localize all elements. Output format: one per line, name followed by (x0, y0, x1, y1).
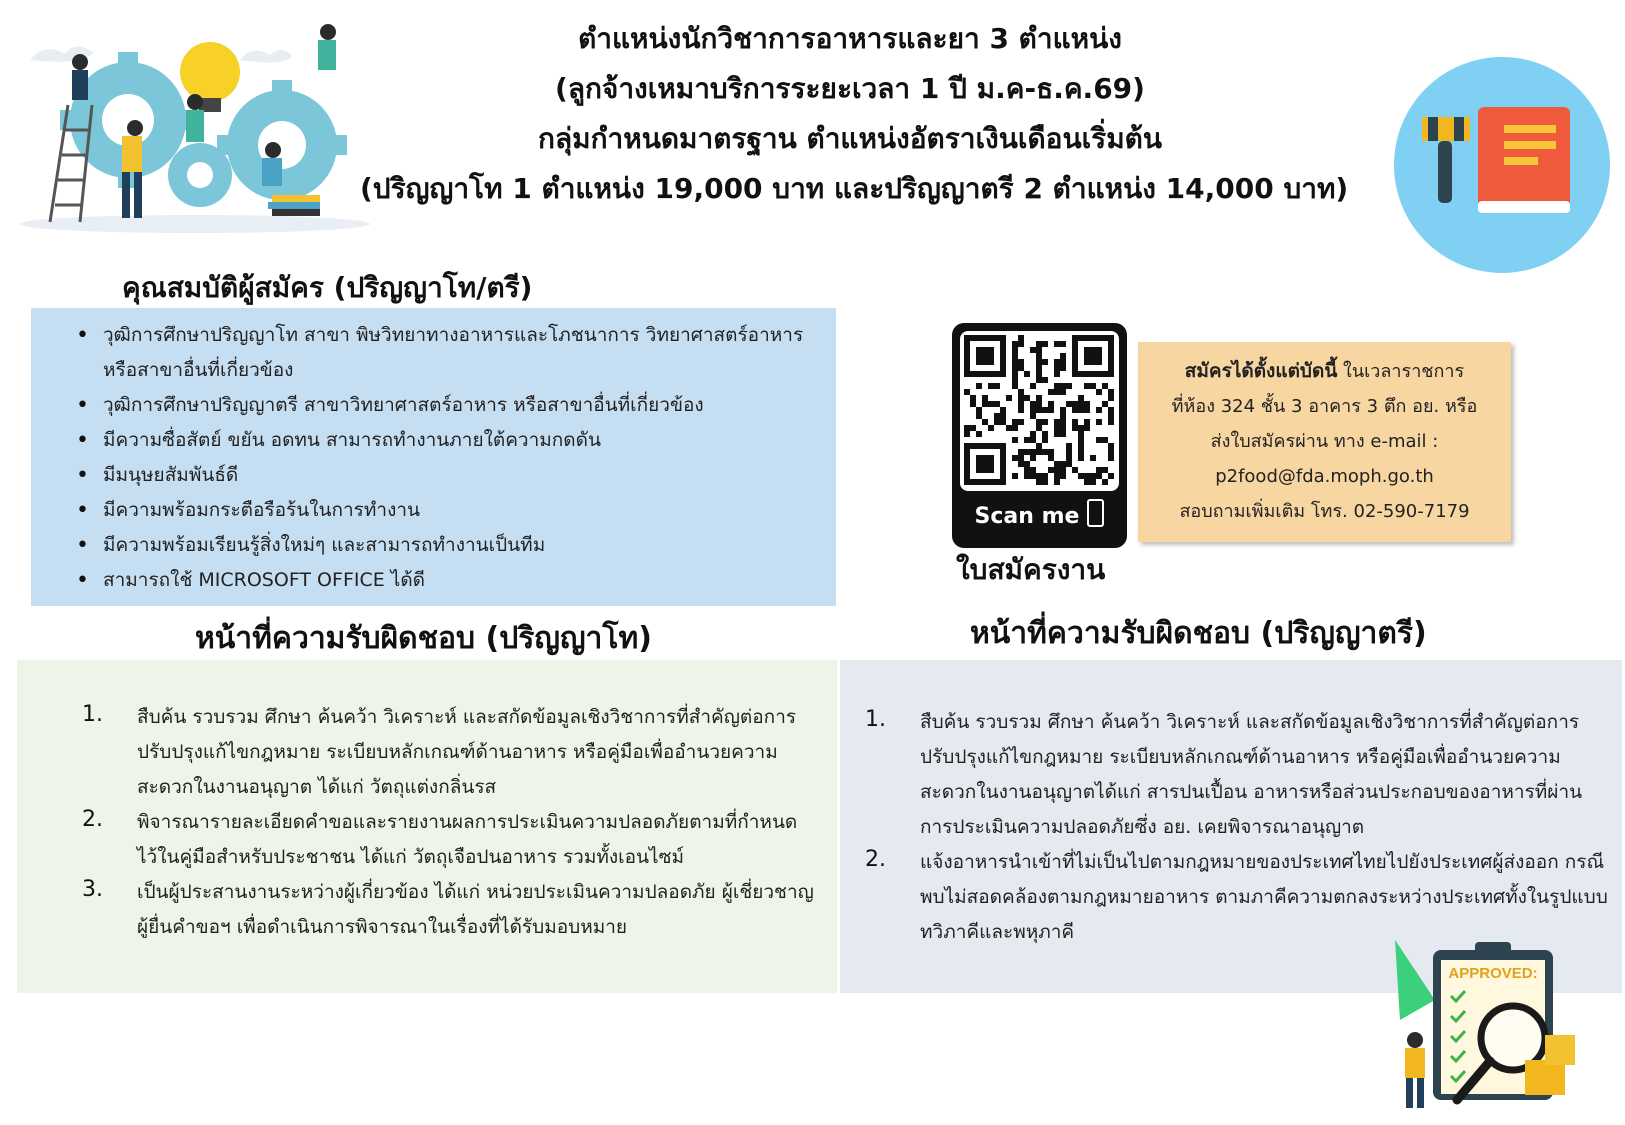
list-item: • สามารถใช้ MICROSOFT OFFICE ได้ดี (103, 563, 836, 598)
item-text: เป็นผู้ประสานงานระหว่างผู้เกี่ยวข้อง ได้แก่ หน่วยประเมินความปลอดภัย ผู้เชี่ยวชาญ ผู้ยื่นคำขอฯ เพื่อดำเนินการพิจารณาในเรื่องที่ได้รับมอบหมาย (137, 881, 814, 938)
item-number: 2. (865, 847, 886, 872)
header-line-3: กลุ่มกำหนดมาตรฐาน ตำแหน่งอัตราเงินเดือนเริ่มต้น (538, 122, 1162, 155)
list-item (17, 805, 837, 875)
gear-icon (168, 143, 232, 207)
apply-phone: สอบถามเพิ่มเติม โทร. 02-590-7179 (1179, 501, 1470, 522)
item-text: สืบค้น รวบรวม ศึกษา ค้นคว้า วิเคราะห์ และสกัดข้อมูลเชิงวิชาการที่สำคัญต่อการปรับปรุงแก้ไขกฎหมาย ระเบียบหลักเกณฑ์ด้านอาหาร หรือคู่มือเพื่ออำนวยความสะดวกในงานอนุญาต ได้แก่ วัตถุแต่งกลิ่นรส (137, 706, 797, 798)
list-item: • วุฒิการศึกษาปริญญาตรี สาขาวิทยาศาสตร์อาหาร หรือสาขาอื่นที่เกี่ยวข้อง (103, 388, 836, 423)
book-icon (1478, 107, 1570, 213)
scan-me-text: Scan me (974, 504, 1080, 529)
apply-line-1-rest: ในเวลาราชการ (1337, 361, 1465, 382)
item-number: 3. (82, 877, 103, 902)
list-item (840, 705, 1622, 845)
item-number: 1. (865, 707, 886, 732)
qr-code-card[interactable] (952, 323, 1127, 548)
header-line-1: ตำแหน่งนักวิชาการอาหารและยา 3 ตำแหน่ง (578, 22, 1122, 55)
list-item (17, 875, 837, 945)
page-header (360, 14, 1349, 214)
item-number: 2. (82, 807, 103, 832)
duties-master-list (17, 700, 837, 945)
header-line-4: (ปริญญาโท 1 ตำแหน่ง 19,000 บาท และปริญญาตรี 2 ตำแหน่ง 14,000 บาท) (360, 172, 1349, 205)
apply-bold: สมัครได้ตั้งแต่บัดนี้ (1184, 360, 1338, 382)
approved-clipboard-illustration (1395, 930, 1580, 1110)
law-book-gavel-illustration (1392, 55, 1612, 275)
person-icon (1405, 1032, 1425, 1108)
qr-code[interactable] (960, 331, 1119, 491)
list-item: • มีความพร้อมกระตือรือร้นในการทำงาน (103, 493, 836, 528)
list-item: • มีความพร้อมเรียนรู้สิ่งใหม่ๆ และสามารถทำงานเป็นทีม (103, 528, 836, 563)
gear-icon (217, 80, 347, 210)
item-text: สืบค้น รวบรวม ศึกษา ค้นคว้า วิเคราะห์ และสกัดข้อมูลเชิงวิชาการที่สำคัญต่อการปรับปรุงแก้ไขกฎหมาย ระเบียบหลักเกณฑ์ด้านอาหาร หรือคู่มือเพื่ออำนวยความสะดวกในงานอนุญาตได้แก่ สารปนเปื้อน อาหารหรือส่วนประกอบของอาหารที่ผ่านการประเมินความปลอดภัยซึ่ง อย. เคยพิจารณาอนุญาต (920, 711, 1583, 838)
item-text: แจ้งอาหารนำเข้าที่ไม่เป็นไปตามกฎหมายของประเทศไทยไปยังประเทศผู้ส่งออก กรณีพบไม่สอดคล้องตามกฎหมายอาหาร ตามภาคีความตกลงระหว่างประเทศทั้งในรูปแบบทวิภาคีและพหุภาคี (920, 851, 1608, 943)
apply-line-2: ที่ห้อง 324 ชั้น 3 อาคาร 3 ตึก อย. หรือ (1171, 396, 1478, 417)
item-text: พิจารณารายละเอียดคำขอและรายงานผลการประเมินความปลอดภัยตามที่กำหนดไว้ในคู่มือสำหรับประชาชน ได้แก่ วัตถุเจือปนอาหาร รวมทั้งเอนไซม์ (137, 811, 798, 868)
scan-me-label (952, 499, 1127, 529)
qr-code-icon (960, 331, 1119, 491)
qr-caption: ใบสมัครงาน (956, 553, 1106, 586)
phone-icon (1087, 499, 1104, 527)
duties-master-box (17, 660, 837, 993)
teamwork-gears-illustration (10, 10, 380, 235)
books-icon (268, 195, 320, 216)
list-item: • มีความซื่อสัตย์ ขยัน อดทน สามารถทำงานภายใต้ความกดดัน (103, 423, 836, 458)
qualifications-list (31, 308, 836, 598)
apply-email[interactable]: p2food@fda.moph.go.th (1215, 466, 1434, 487)
apply-line-3: ส่งใบสมัครผ่าน ทาง e-mail : (1210, 431, 1439, 452)
apply-line-1 (1138, 354, 1511, 389)
header-line-2: (ลูกจ้างเหมาบริการระยะเวลา 1 ปี ม.ค-ธ.ค.69) (555, 72, 1145, 105)
item-number: 1. (82, 702, 103, 727)
list-item: • วุฒิการศึกษาปริญญาโท สาขา พิษวิทยาทางอาหารและโภชนาการ วิทยาศาสตร์อาหาร หรือสาขาอื่นที่เกี่ยวข้อง (103, 318, 836, 388)
application-info-box (1138, 342, 1511, 542)
approved-text: APPROVED: (1448, 965, 1538, 982)
duties-bachelor-title: หน้าที่ความรับผิดชอบ (ปริญญาตรี) (970, 616, 1427, 651)
duties-master-title: หน้าที่ความรับผิดชอบ (ปริญญาโท) (195, 621, 652, 656)
list-item (17, 700, 837, 805)
qualifications-box (31, 308, 836, 606)
list-item: • มีมนุษยสัมพันธ์ดี (103, 458, 836, 493)
qualifications-title: คุณสมบัติผู้สมัคร (ปริญญาโท/ตรี) (122, 271, 533, 304)
duties-bachelor-list (840, 705, 1622, 950)
